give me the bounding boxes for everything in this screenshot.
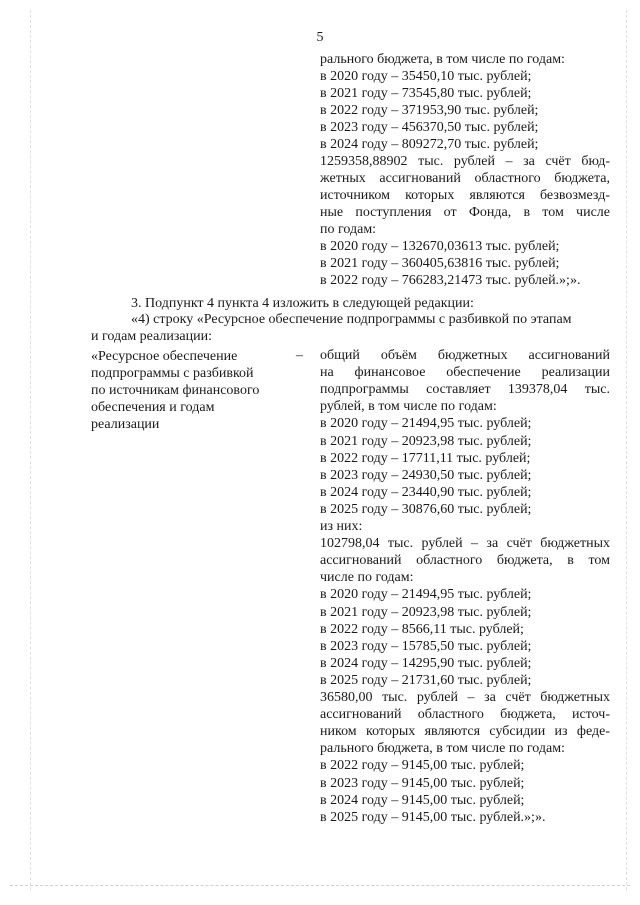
text-line: рального бюджета, в том числе по годам: (320, 52, 565, 67)
text-line: в 2022 году – 9145,00 тыс. рублей; (320, 758, 525, 774)
text-line: в 2022 году – 766283,21473 тыс. рублей.»;». (320, 273, 581, 288)
left-column-line: реализации (91, 417, 160, 432)
page-number: 5 (316, 30, 324, 45)
text-line: в 2025 году – 9145,00 тыс. рублей.»;». (320, 809, 546, 825)
text-line: в 2023 году – 9145,00 тыс. рублей; (320, 775, 525, 791)
left-column-line: по источникам финансового (91, 383, 260, 398)
text-line: в 2024 году – 809272,70 тыс. рублей; (320, 137, 539, 152)
text-line: подпрограммы составляет 139378,04 тыс. (320, 382, 610, 398)
text-line: 102798,04 тыс. рублей – за счёт бюджетных (320, 536, 610, 552)
table-left-column (91, 348, 291, 433)
text-line: в 2021 году – 360405,63816 тыс. рублей; (320, 256, 560, 271)
text-line: в 2025 году – 21731,60 тыс. рублей; (320, 672, 532, 688)
paragraph-4-line: «4) строку «Ресурсное обеспечение подпрограммы с разбивкой по этапам (131, 312, 572, 327)
text-line: ником которых являются субсидии из феде- (320, 724, 610, 740)
text-line: из них: (320, 519, 363, 534)
text-line: в 2024 году – 14295,90 тыс. рублей; (320, 655, 532, 671)
text-line: в 2024 году – 23440,90 тыс. рублей; (320, 484, 532, 500)
text-line: в 2023 году – 15785,50 тыс. рублей; (320, 638, 532, 654)
text-line: ные поступления от Фонда, в том числе (320, 205, 610, 220)
text-line: 36580,00 тыс. рублей – за счёт бюджетных (320, 690, 610, 705)
text-line: в 2022 году – 8566,11 тыс. рублей; (320, 621, 524, 637)
text-line: ассигнований областного бюджета, источ- (320, 707, 610, 723)
scan-edge (10, 885, 630, 886)
text-line: в 2020 году – 35450,10 тыс. рублей; (320, 69, 532, 84)
text-line: в 2024 году – 9145,00 тыс. рублей; (320, 792, 525, 808)
text-line: в 2020 году – 21494,95 тыс. рублей; (320, 416, 532, 432)
text-line: общий объём бюджетных ассигнований (320, 348, 610, 363)
text-line: в 2021 году – 73545,80 тыс. рублей; (320, 86, 532, 101)
text-line: жетных ассигнований областного бюджета, (320, 171, 610, 186)
text-line: в 2020 году – 21494,95 тыс. рублей; (320, 587, 532, 603)
text-line: 1259358,88902 тыс. рублей – за счёт бюд- (320, 154, 610, 169)
scan-edge (30, 10, 31, 890)
text-line: рублей, в том числе по годам: (320, 399, 497, 415)
text-line: числе по годам: (320, 570, 414, 586)
text-line: в 2022 году – 371953,90 тыс. рублей; (320, 103, 539, 118)
text-line: в 2022 году – 17711,11 тыс. рублей; (320, 450, 531, 466)
paragraph-3: 3. Подпункт 4 пункта 4 изложить в следующей редакции: (131, 296, 474, 311)
paragraph-4-line: и годам реализации: (91, 329, 212, 344)
left-column-line: подпрограммы с разбивкой (91, 366, 254, 381)
text-line: в 2025 году – 30876,60 тыс. рублей; (320, 501, 532, 517)
text-line: рального бюджета, в том числе по годам: (320, 741, 565, 757)
text-line: по годам: (320, 222, 377, 237)
text-line: в 2020 году – 132670,03613 тыс. рублей; (320, 239, 560, 254)
text-line: в 2021 году – 20923,98 тыс. рублей; (320, 604, 532, 620)
text-line: в 2023 году – 24930,50 тыс. рублей; (320, 467, 532, 483)
text-line: источником которых являются безвозмезд- (320, 188, 610, 203)
text-line: в 2021 году – 20923,98 тыс. рублей; (320, 433, 532, 449)
left-column-line: «Ресурсное обеспечение (91, 349, 238, 364)
text-line: в 2023 году – 456370,50 тыс. рублей; (320, 120, 539, 135)
left-column-line: обеспечения и годам (91, 400, 215, 415)
text-line: ассигнований областного бюджета, в том (320, 553, 610, 569)
text-line: на финансовое обеспечение реализации (320, 365, 610, 381)
separator-dash: – (296, 348, 303, 363)
scan-edge (626, 10, 627, 890)
